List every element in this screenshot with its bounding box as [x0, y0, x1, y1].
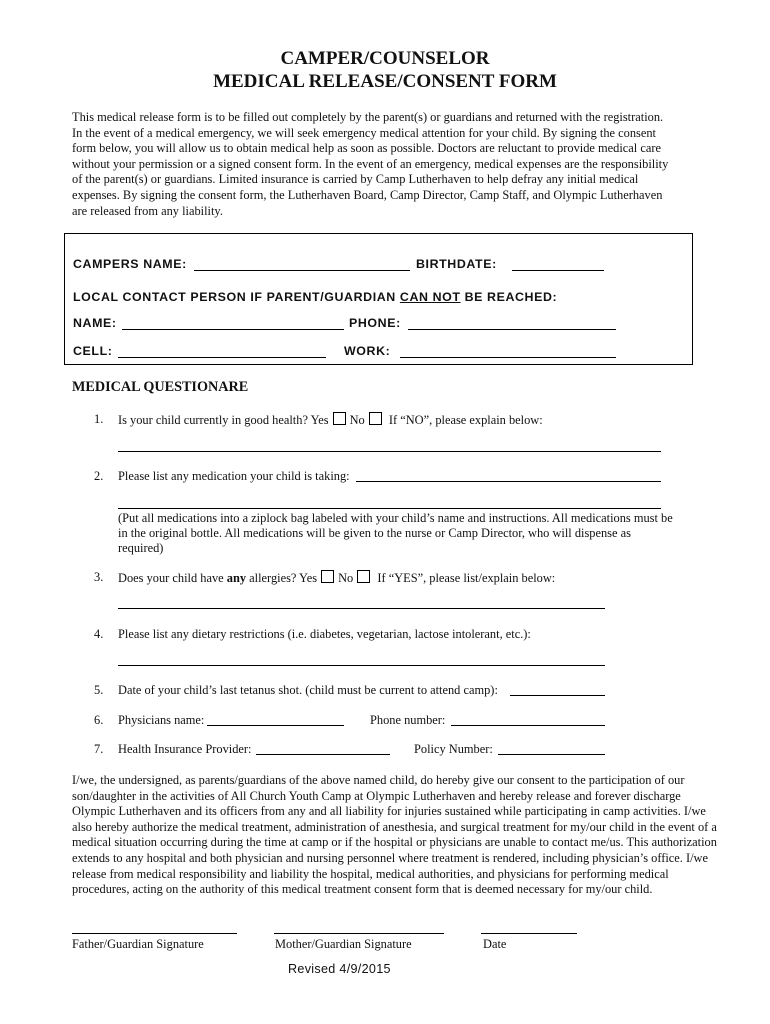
father-signature-label: Father/Guardian Signature	[72, 937, 204, 951]
contact-work-field[interactable]	[400, 357, 616, 358]
question-number: 5.	[94, 683, 104, 697]
consent-line: son/daughter in the activities of All Church Youth Camp at Olympic Lutherhaven and hereby release and forever discharge	[72, 788, 681, 803]
consent-line: medical situation occurring during the time at camp or if the hospital or physicians are unable to contact me/us. This authorization	[72, 835, 717, 850]
q2-medication-line-2[interactable]	[118, 508, 661, 509]
local-contact-heading: LOCAL CONTACT PERSON IF PARENT/GUARDIAN CAN NOT BE REACHED:	[73, 290, 558, 304]
contact-phone-field[interactable]	[408, 329, 616, 330]
consent-line: Olympic Lutherhaven and its officers from any and all liability for injuries sustained while participating in camp activities. I/we	[72, 804, 706, 819]
date-label: Date	[483, 937, 507, 951]
intro-line: without your permission or a signed consent form. In the event of an emergency, medical expenses are the responsibility	[72, 156, 669, 171]
consent-line: release from medical responsibility and liability the hospital, medical authorities, and physicians for performing medical	[72, 866, 669, 881]
insurance-provider-label: Health Insurance Provider:	[118, 742, 252, 756]
physicians-name-label: Physicians name:	[118, 713, 205, 727]
intro-line: expenses. By signing the consent form, the Lutherhaven Board, Camp Director, Camp Staff, and Olympic Lutherhaven	[72, 187, 663, 202]
question-number: 2.	[94, 469, 104, 483]
no-checkbox[interactable]	[357, 570, 370, 583]
father-signature-line[interactable]	[72, 933, 237, 934]
consent-line: I/we, the undersigned, as parents/guardians of the above named child, do hereby give our consent to the participation of our	[72, 773, 685, 787]
intro-paragraph	[72, 110, 692, 219]
birthdate-label: BIRTHDATE:	[416, 257, 497, 271]
intro-line: of the parent(s) or guardians. Limited insurance is carried by Camp Lutherhaven to help defray any initial medical	[72, 172, 639, 187]
question-number: 4.	[94, 627, 104, 641]
form-title-line1: CAMPER/COUNSELOR	[280, 48, 490, 69]
intro-line: In the event of a medical emergency, we will seek emergency medical attention for your child. By signing the consent	[72, 125, 657, 140]
question-number: 7.	[94, 742, 104, 756]
medication-note	[118, 511, 698, 556]
consent-line: also hereby authorize the medical treatment, administration of anesthesia, and surgical treatment for my/our child in the event of a	[72, 819, 717, 834]
physician-phone-field[interactable]	[451, 725, 605, 726]
form-title-line2: MEDICAL RELEASE/CONSENT FORM	[213, 71, 557, 92]
campers-name-field[interactable]	[194, 270, 410, 271]
campers-name-label: CAMPERS NAME:	[73, 257, 187, 271]
note-line: (Put all medications into a ziplock bag labeled with your child’s name and instructions. All medications must be	[118, 511, 673, 525]
no-checkbox[interactable]	[369, 412, 382, 425]
consent-paragraph	[72, 773, 717, 898]
yes-checkbox[interactable]	[321, 570, 334, 583]
contact-name-field[interactable]	[122, 329, 344, 330]
contact-name-label: NAME:	[73, 316, 117, 330]
q3-allergies-line[interactable]	[118, 608, 605, 609]
consent-line: procedures, acting on the authority of this medical treatment consent form that is deemed necessary for my/our child.	[72, 882, 653, 897]
intro-line: are released from any liability.	[72, 203, 223, 218]
contact-cell-field[interactable]	[118, 357, 326, 358]
contact-work-label: WORK:	[344, 344, 391, 358]
intro-line: form below, you will allow us to obtain medical help as soon as possible. Doctors are reluctant to provide medical care	[72, 141, 661, 156]
mother-signature-label: Mother/Guardian Signature	[275, 937, 412, 951]
insurance-provider-field[interactable]	[256, 754, 390, 755]
q1-explain-line[interactable]	[118, 451, 661, 452]
policy-number-field[interactable]	[498, 754, 605, 755]
question-3: Does your child have any allergies? Yes No If “YES”, please list/explain below:	[118, 571, 556, 585]
question-4: Please list any dietary restrictions (i.e. diabetes, vegetarian, lactose intolerant, etc.):	[118, 627, 531, 641]
question-2: Please list any medication your child is taking:	[118, 469, 350, 483]
mother-signature-line[interactable]	[274, 933, 444, 934]
yes-checkbox[interactable]	[333, 412, 346, 425]
intro-line: This medical release form is to be filled out completely by the parent(s) or guardians and returned with the registration.	[72, 110, 664, 124]
physician-phone-label: Phone number:	[370, 713, 446, 727]
policy-number-label: Policy Number:	[414, 742, 493, 756]
note-line: required)	[118, 541, 164, 555]
contact-phone-label: PHONE:	[349, 316, 401, 330]
question-number: 3.	[94, 570, 104, 584]
contact-cell-label: CELL:	[73, 344, 113, 358]
question-5: Date of your child’s last tetanus shot. (child must be current to attend camp):	[118, 683, 498, 697]
physicians-name-field[interactable]	[207, 725, 344, 726]
q2-medication-line[interactable]	[356, 481, 661, 482]
revised-date: Revised 4/9/2015	[288, 962, 391, 976]
question-number: 1.	[94, 412, 104, 426]
medical-questionnaire-heading: MEDICAL QUESTIONARE	[72, 379, 249, 395]
can-not-emphasis: CAN NOT	[399, 290, 461, 304]
question-number: 6.	[94, 713, 104, 727]
tetanus-date-field[interactable]	[510, 695, 605, 696]
consent-line: extends to any hospital and both physician and nursing personnel where treatment is rendered, including physician’s office. I/we	[72, 850, 708, 865]
birthdate-field[interactable]	[512, 270, 604, 271]
note-line: in the original bottle. All medications will be given to the nurse or Camp Director, who will dispense as	[118, 526, 631, 540]
date-signature-line[interactable]	[481, 933, 577, 934]
q4-dietary-line[interactable]	[118, 665, 605, 666]
question-1: Is your child currently in good health? Yes No If “NO”, please explain below:	[118, 413, 543, 427]
